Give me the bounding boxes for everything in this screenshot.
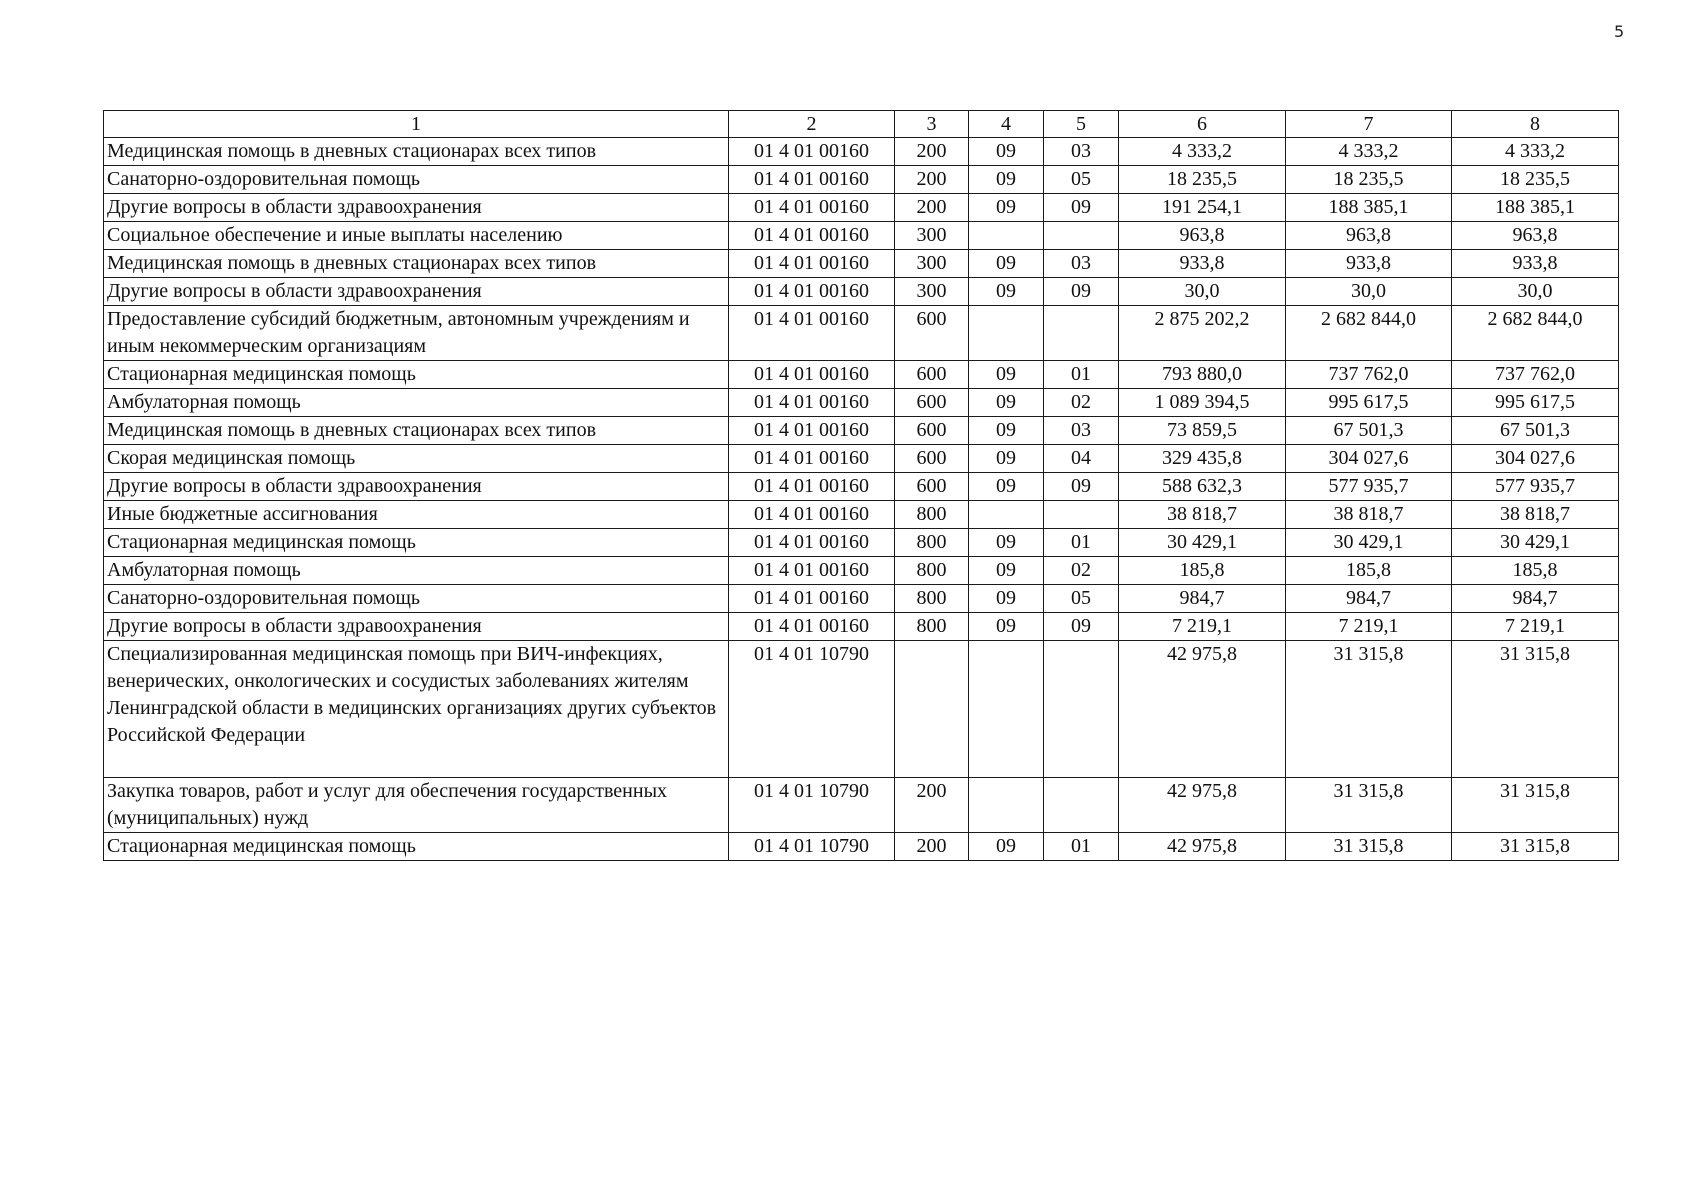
- subsection-cell: 09: [1044, 194, 1119, 222]
- target-code-cell: 01 4 01 00160: [729, 445, 895, 473]
- table-header-row: [104, 111, 1619, 138]
- item-name-cell: Другие вопросы в области здравоохранения: [104, 278, 729, 306]
- table-row: [104, 417, 1619, 445]
- amount-col7-cell: 995 617,5: [1286, 389, 1452, 417]
- amount-col8-cell: 31 315,8: [1452, 778, 1619, 833]
- column-number: 4: [969, 111, 1044, 138]
- section-cell: 09: [969, 557, 1044, 585]
- target-code-cell: 01 4 01 00160: [729, 194, 895, 222]
- amount-col7-cell: 38 818,7: [1286, 501, 1452, 529]
- target-code-cell: 01 4 01 00160: [729, 417, 895, 445]
- amount-col6-cell: 42 975,8: [1119, 778, 1286, 833]
- section-cell: 09: [969, 361, 1044, 389]
- amount-col7-cell: 67 501,3: [1286, 417, 1452, 445]
- amount-col6-cell: 42 975,8: [1119, 641, 1286, 778]
- section-cell: 09: [969, 138, 1044, 166]
- expense-type-cell: 800: [895, 585, 969, 613]
- amount-col6-cell: 38 818,7: [1119, 501, 1286, 529]
- section-cell: 09: [969, 445, 1044, 473]
- table-row: [104, 250, 1619, 278]
- expense-type-cell: 800: [895, 529, 969, 557]
- subsection-cell: 09: [1044, 473, 1119, 501]
- table-row: [104, 641, 1619, 778]
- target-code-cell: 01 4 01 00160: [729, 585, 895, 613]
- amount-col6-cell: 7 219,1: [1119, 613, 1286, 641]
- table-row: [104, 361, 1619, 389]
- amount-col7-cell: 984,7: [1286, 585, 1452, 613]
- amount-col6-cell: 18 235,5: [1119, 166, 1286, 194]
- expense-type-cell: 200: [895, 194, 969, 222]
- amount-col8-cell: 18 235,5: [1452, 166, 1619, 194]
- section-cell: 09: [969, 194, 1044, 222]
- expense-type-cell: 800: [895, 613, 969, 641]
- table-row: [104, 557, 1619, 585]
- expense-type-cell: 300: [895, 222, 969, 250]
- table-row: [104, 613, 1619, 641]
- section-cell: [969, 641, 1044, 778]
- section-cell: [969, 778, 1044, 833]
- section-cell: 09: [969, 529, 1044, 557]
- amount-col6-cell: 329 435,8: [1119, 445, 1286, 473]
- amount-col7-cell: 933,8: [1286, 250, 1452, 278]
- amount-col8-cell: 2 682 844,0: [1452, 306, 1619, 361]
- subsection-cell: 04: [1044, 445, 1119, 473]
- expense-type-cell: [895, 641, 969, 778]
- amount-col8-cell: 963,8: [1452, 222, 1619, 250]
- item-name-cell: Стационарная медицинская помощь: [104, 361, 729, 389]
- section-cell: [969, 222, 1044, 250]
- amount-col8-cell: 304 027,6: [1452, 445, 1619, 473]
- expense-type-cell: 800: [895, 501, 969, 529]
- item-name-cell: Амбулаторная помощь: [104, 557, 729, 585]
- amount-col7-cell: 963,8: [1286, 222, 1452, 250]
- amount-col6-cell: 30,0: [1119, 278, 1286, 306]
- item-name-cell: Другие вопросы в области здравоохранения: [104, 473, 729, 501]
- target-code-cell: 01 4 01 00160: [729, 529, 895, 557]
- amount-col6-cell: 191 254,1: [1119, 194, 1286, 222]
- amount-col8-cell: 67 501,3: [1452, 417, 1619, 445]
- amount-col8-cell: 38 818,7: [1452, 501, 1619, 529]
- amount-col6-cell: 1 089 394,5: [1119, 389, 1286, 417]
- item-name-cell: Амбулаторная помощь: [104, 389, 729, 417]
- amount-col7-cell: 31 315,8: [1286, 778, 1452, 833]
- expense-type-cell: 600: [895, 361, 969, 389]
- table-row: [104, 222, 1619, 250]
- subsection-cell: 03: [1044, 250, 1119, 278]
- amount-col6-cell: 588 632,3: [1119, 473, 1286, 501]
- item-name-cell: Медицинская помощь в дневных стационарах всех типов: [104, 417, 729, 445]
- section-cell: [969, 501, 1044, 529]
- amount-col7-cell: 304 027,6: [1286, 445, 1452, 473]
- target-code-cell: 01 4 01 00160: [729, 222, 895, 250]
- expense-type-cell: 300: [895, 250, 969, 278]
- amount-col7-cell: 4 333,2: [1286, 138, 1452, 166]
- section-cell: 09: [969, 833, 1044, 861]
- amount-col7-cell: 31 315,8: [1286, 833, 1452, 861]
- expense-type-cell: 600: [895, 473, 969, 501]
- subsection-cell: 03: [1044, 138, 1119, 166]
- amount-col8-cell: 31 315,8: [1452, 833, 1619, 861]
- subsection-cell: 03: [1044, 417, 1119, 445]
- item-name-cell: Специализированная медицинская помощь при ВИЧ-инфекциях, венерических, онкологических и сосудистых заболеваниях жителям Ленинградской области в медицинских организациях других субъектов Российской Федерации: [104, 641, 729, 778]
- table-row: [104, 833, 1619, 861]
- subsection-cell: [1044, 778, 1119, 833]
- subsection-cell: [1044, 641, 1119, 778]
- column-number: 7: [1286, 111, 1452, 138]
- expense-type-cell: 200: [895, 138, 969, 166]
- target-code-cell: 01 4 01 00160: [729, 166, 895, 194]
- amount-col6-cell: 42 975,8: [1119, 833, 1286, 861]
- item-name-cell: Стационарная медицинская помощь: [104, 529, 729, 557]
- budget-table: [103, 110, 1619, 861]
- item-name-cell: Скорая медицинская помощь: [104, 445, 729, 473]
- amount-col8-cell: 30 429,1: [1452, 529, 1619, 557]
- amount-col8-cell: 933,8: [1452, 250, 1619, 278]
- amount-col7-cell: 7 219,1: [1286, 613, 1452, 641]
- item-name-cell: Стационарная медицинская помощь: [104, 833, 729, 861]
- section-cell: 09: [969, 473, 1044, 501]
- amount-col6-cell: 30 429,1: [1119, 529, 1286, 557]
- target-code-cell: 01 4 01 00160: [729, 389, 895, 417]
- target-code-cell: 01 4 01 00160: [729, 278, 895, 306]
- column-number: 2: [729, 111, 895, 138]
- table-row: [104, 501, 1619, 529]
- amount-col8-cell: 185,8: [1452, 557, 1619, 585]
- table-row: [104, 473, 1619, 501]
- amount-col6-cell: 793 880,0: [1119, 361, 1286, 389]
- amount-col6-cell: 185,8: [1119, 557, 1286, 585]
- amount-col7-cell: 577 935,7: [1286, 473, 1452, 501]
- amount-col8-cell: 737 762,0: [1452, 361, 1619, 389]
- section-cell: 09: [969, 278, 1044, 306]
- column-number: 6: [1119, 111, 1286, 138]
- subsection-cell: [1044, 306, 1119, 361]
- subsection-cell: 05: [1044, 166, 1119, 194]
- amount-col6-cell: 4 333,2: [1119, 138, 1286, 166]
- amount-col7-cell: 188 385,1: [1286, 194, 1452, 222]
- amount-col8-cell: 4 333,2: [1452, 138, 1619, 166]
- table-row: [104, 529, 1619, 557]
- amount-col8-cell: 995 617,5: [1452, 389, 1619, 417]
- subsection-cell: 05: [1044, 585, 1119, 613]
- amount-col7-cell: 30 429,1: [1286, 529, 1452, 557]
- target-code-cell: 01 4 01 00160: [729, 613, 895, 641]
- table-row: [104, 138, 1619, 166]
- item-name-cell: Иные бюджетные ассигнования: [104, 501, 729, 529]
- amount-col7-cell: 30,0: [1286, 278, 1452, 306]
- subsection-cell: 09: [1044, 613, 1119, 641]
- subsection-cell: 02: [1044, 557, 1119, 585]
- expense-type-cell: 200: [895, 166, 969, 194]
- amount-col8-cell: 577 935,7: [1452, 473, 1619, 501]
- expense-type-cell: 200: [895, 778, 969, 833]
- amount-col8-cell: 30,0: [1452, 278, 1619, 306]
- target-code-cell: 01 4 01 00160: [729, 250, 895, 278]
- target-code-cell: 01 4 01 10790: [729, 833, 895, 861]
- amount-col6-cell: 73 859,5: [1119, 417, 1286, 445]
- section-cell: 09: [969, 417, 1044, 445]
- subsection-cell: 09: [1044, 278, 1119, 306]
- amount-col7-cell: 31 315,8: [1286, 641, 1452, 778]
- item-name-cell: Социальное обеспечение и иные выплаты населению: [104, 222, 729, 250]
- expense-type-cell: 600: [895, 417, 969, 445]
- subsection-cell: [1044, 501, 1119, 529]
- amount-col6-cell: 933,8: [1119, 250, 1286, 278]
- section-cell: 09: [969, 250, 1044, 278]
- item-name-cell: Другие вопросы в области здравоохранения: [104, 194, 729, 222]
- amount-col6-cell: 984,7: [1119, 585, 1286, 613]
- target-code-cell: 01 4 01 00160: [729, 557, 895, 585]
- column-number: 8: [1452, 111, 1619, 138]
- item-name-cell: Медицинская помощь в дневных стационарах всех типов: [104, 250, 729, 278]
- target-code-cell: 01 4 01 10790: [729, 778, 895, 833]
- target-code-cell: 01 4 01 10790: [729, 641, 895, 778]
- table-row: [104, 389, 1619, 417]
- amount-col6-cell: 963,8: [1119, 222, 1286, 250]
- item-name-cell: Предоставление субсидий бюджетным, автономным учреждениям и иным некоммерческим организациям: [104, 306, 729, 361]
- column-number: 1: [104, 111, 729, 138]
- section-cell: 09: [969, 613, 1044, 641]
- item-name-cell: Санаторно-оздоровительная помощь: [104, 166, 729, 194]
- expense-type-cell: 800: [895, 557, 969, 585]
- column-number: 5: [1044, 111, 1119, 138]
- subsection-cell: 01: [1044, 833, 1119, 861]
- target-code-cell: 01 4 01 00160: [729, 473, 895, 501]
- amount-col8-cell: 31 315,8: [1452, 641, 1619, 778]
- expense-type-cell: 600: [895, 389, 969, 417]
- expense-type-cell: 300: [895, 278, 969, 306]
- table-row: [104, 306, 1619, 361]
- item-name-cell: Санаторно-оздоровительная помощь: [104, 585, 729, 613]
- section-cell: 09: [969, 585, 1044, 613]
- table-row: [104, 278, 1619, 306]
- subsection-cell: 01: [1044, 529, 1119, 557]
- amount-col7-cell: 737 762,0: [1286, 361, 1452, 389]
- item-name-cell: Закупка товаров, работ и услуг для обеспечения государственных (муниципальных) нужд: [104, 778, 729, 833]
- table-row: [104, 194, 1619, 222]
- amount-col8-cell: 188 385,1: [1452, 194, 1619, 222]
- target-code-cell: 01 4 01 00160: [729, 501, 895, 529]
- amount-col8-cell: 7 219,1: [1452, 613, 1619, 641]
- section-cell: [969, 306, 1044, 361]
- expense-type-cell: 600: [895, 445, 969, 473]
- amount-col7-cell: 18 235,5: [1286, 166, 1452, 194]
- subsection-cell: 02: [1044, 389, 1119, 417]
- column-number: 3: [895, 111, 969, 138]
- target-code-cell: 01 4 01 00160: [729, 138, 895, 166]
- page-number: 5: [1614, 22, 1625, 41]
- item-name-cell: Другие вопросы в области здравоохранения: [104, 613, 729, 641]
- expense-type-cell: 600: [895, 306, 969, 361]
- subsection-cell: [1044, 222, 1119, 250]
- amount-col8-cell: 984,7: [1452, 585, 1619, 613]
- table-row: [104, 585, 1619, 613]
- subsection-cell: 01: [1044, 361, 1119, 389]
- table-row: [104, 445, 1619, 473]
- section-cell: 09: [969, 166, 1044, 194]
- table-row: [104, 166, 1619, 194]
- target-code-cell: 01 4 01 00160: [729, 361, 895, 389]
- section-cell: 09: [969, 389, 1044, 417]
- item-name-cell: Медицинская помощь в дневных стационарах всех типов: [104, 138, 729, 166]
- amount-col6-cell: 2 875 202,2: [1119, 306, 1286, 361]
- target-code-cell: 01 4 01 00160: [729, 306, 895, 361]
- expense-type-cell: 200: [895, 833, 969, 861]
- amount-col7-cell: 2 682 844,0: [1286, 306, 1452, 361]
- table-row: [104, 778, 1619, 833]
- amount-col7-cell: 185,8: [1286, 557, 1452, 585]
